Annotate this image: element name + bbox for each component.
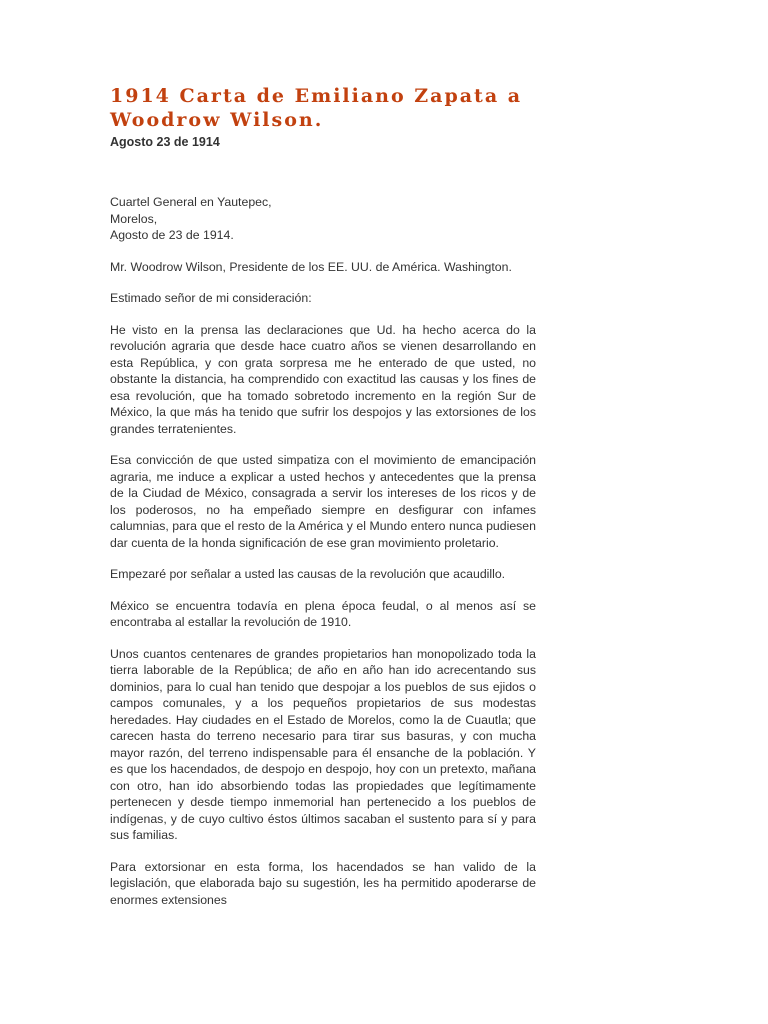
body-paragraph: He visto en la prensa las declaraciones que Ud. ha hecho acerca do la revolución agraria que desde hace cuatro años se vienen desarrollando en esta República, y con grata sorpresa me he enterado de que usted, no obstante la distancia, ha comprendido con exactitud las causas y los fines de esa revolución, que ha tomado sobretodo incremento en la región Sur de México, la que más ha tenido que sufrir los despojos y las extorsiones de los grandes terratenientes. <box>110 322 536 436</box>
recipient-paragraph: Mr. Woodrow Wilson, Presidente de los EE. UU. de América. Washington. <box>110 259 512 274</box>
letter-body <box>110 194 536 908</box>
body-paragraph: Unos cuantos centenares de grandes propietarios han monopolizado toda la tierra laborable de la República; de año en año han ido acrecentando sus dominios, para lo cual han tenido que despojar a los pueblos de sus ejidos o campos comunales, y a los pequeños propietarios de sus modestas heredades. Hay ciudades en el Estado de Morelos, como la de Cuautla; que carecen hasta do terreno necesario para tirar sus basuras, y con mucha mayor razón, del terreno indispensable para él ensanche de la población. Y es que los hacendados, de despojo en despojo, hoy con un pretexto, mañana con otro, han ido absorbiendo todas las propiedades que legítimamente pertenecen y desde tiempo inmemorial han pertenecido a los pueblos de indígenas, y de cuyo cultivo éstos últimos sacaban el sustento para sí y para sus familias. <box>110 646 536 842</box>
body-paragraph: Empezaré por señalar a usted las causas de la revolución que acaudillo. <box>110 567 506 581</box>
body-paragraph: Para extorsionar en esta forma, los hacendados se han valido de la legislación, que elaborada bajo su sugestión, les ha permitido apoderarse de enormes extensiones <box>110 859 536 907</box>
body-paragraph: Esa convicción de que usted simpatiza con el movimiento de emancipación agraria, me induce a explicar a usted hechos y antecedentes que la prensa de la Ciudad de México, consagrada a servir los intereses de los ricos y de los poderosos, no ha empeñado siempre en desfigurar con infames calumnias, para que el resto de la América y el Mundo entero nunca pudiesen dar cuenta de la honda significación de ese gran movimiento proletario. <box>110 453 536 550</box>
address-block <box>110 194 536 244</box>
address-line: Morelos, <box>110 211 158 226</box>
body-paragraph: México se encuentra todavía en plena época feudal, o al menos así se encontraba al estallar la revolución de 1910. <box>110 598 536 629</box>
address-line: Cuartel General en Yautepec, <box>110 195 272 209</box>
address-line: Agosto de 23 de 1914. <box>110 228 234 242</box>
subtitle-date: Agosto 23 de 1914 <box>110 135 220 149</box>
page-title: 1914 Carta de Emiliano Zapata a Woodrow Wilson. <box>110 85 523 131</box>
letter-page <box>110 84 536 923</box>
salutation-paragraph: Estimado señor de mi consideración: <box>110 291 312 305</box>
